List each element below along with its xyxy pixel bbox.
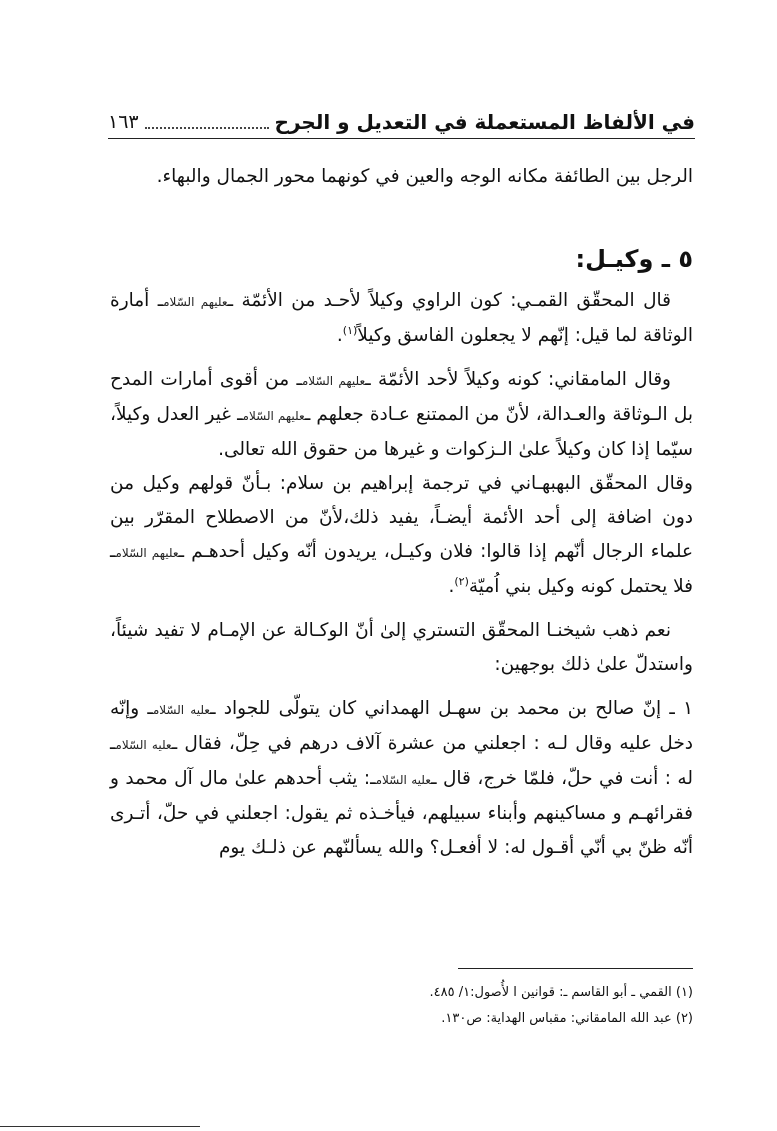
paragraph-text: ـ غير العدل وكيلاً، سيّما إذا كان وكيلاً علىٰ الـزكوات و غيرها من حقوق الله تعالى. xyxy=(110,404,693,460)
lead-paragraph: الرجل بين الطائفة مكانه الوجه والعين في كونهما محور الجمال والبهاء. xyxy=(156,166,693,187)
honorific: عليه السّلام xyxy=(152,703,211,717)
honorific: عليه السّلام xyxy=(375,773,432,787)
paragraph-text: ـ له : أنت في حلّ، فلمّا خرج، قال ـ xyxy=(110,733,693,789)
running-header-title: في الألفاظ المستعملة في التعديل و الجرح xyxy=(274,110,695,134)
paragraph-text: . xyxy=(336,325,343,346)
footnote-1: (١) القمي ـ أبو القاسم ـ: قوانين ا لأُصول:١/ ٤٨٥. xyxy=(429,985,693,1000)
footnote-separator xyxy=(458,968,693,969)
honorific: عليهم السّلام xyxy=(301,374,366,388)
honorific: عليه السّلام xyxy=(115,738,172,752)
paragraph-mamaqani xyxy=(110,363,693,467)
honorific: عليهم السّلام xyxy=(163,295,228,309)
paragraph-text: ـ أمارة الوثاقة لما قيل: إنّهم لا يجعلون الفاسق وكيلاً xyxy=(110,290,693,346)
honorific: عليهم السّلام xyxy=(242,409,305,423)
honorific: عليهم السّلام xyxy=(115,546,179,560)
paragraph-point-one xyxy=(110,692,693,865)
paragraph-qummi xyxy=(110,284,693,353)
paragraph-text: وقال المحقّق البهبهـاني في ترجمة إبراهيم بن سلام: بـأنّ قولهم وكيل من دون اضافة إلى أحد الأئمة أيضـاً، يفيد ذلك،لأنّ من الاصطلاح المقرّر بين علماء الرجال أنّهم إذا قالوا: فلان وكيـل، يريدون أنّه وكيل أحدهـم ـ xyxy=(110,473,693,562)
paragraph-text: . xyxy=(448,576,455,597)
footnote-ref: (٢) xyxy=(454,574,469,588)
body-text xyxy=(110,160,693,865)
page-number: ١٦٣ xyxy=(108,111,139,133)
running-header xyxy=(108,92,695,132)
paragraph-tustari: نعم ذهب شيخنـا المحقّق التستري إلىٰ أنّ الوكـالة عن الإمـام لا تفيد شيئاً، واستدلّ علىٰ ذلك بوجهين: xyxy=(110,620,693,675)
footnote-2: (٢) عبد الله المامقاني: مقباس الهداية: ص١٣٠. xyxy=(441,1011,693,1026)
paragraph-text: وقال المامقاني: كونه وكيلاً لأحد الأئمّة ـ xyxy=(365,369,671,390)
paragraph-text: ـ فلا يحتمل كونه وكيل بني اُميّة xyxy=(110,541,693,597)
page-edge-line xyxy=(0,1126,200,1127)
paragraph-text: قال المحقّق القمـي: كون الراوي وكيلاً لأحـد من الأئمّة ـ xyxy=(227,290,671,311)
header-leader-dots xyxy=(145,126,269,129)
paragraph-text: ١ ـ إنّ صالح بن محمد بن سهـل الهمداني كان يتولّى للجواد ـ xyxy=(210,698,693,719)
footnotes xyxy=(110,980,693,1032)
header-rule xyxy=(108,138,695,139)
paragraph-text: ـ: يثب أحدهم علىٰ مال آل محمد و فقرائهـم و مساكينهم وأبناء سبيلهم، فيأخـذه ثم يقول: اجعلني في حلّ، أتـرى أنّه ظنّ بي أنّي أقـول له: لا أفعـل؟ والله يسألنّهم عن ذلـك يوم xyxy=(110,768,693,858)
paragraph-text: ـ من أقوى أمارات المدح بل الـوثاقة والعـدالة، لأنّ من الممتنع عـادة جعلهم ـ xyxy=(110,369,693,425)
paragraph-text: ـ وإنّه دخل عليه وقال لـه : اجعلني من عشرة آلاف درهم في حِلّ، فقال ـ xyxy=(110,698,693,754)
paragraph-behbahani xyxy=(110,467,693,604)
section-heading: ٥ ـ وكيـل: xyxy=(575,245,693,273)
footnote-ref: (١) xyxy=(342,323,358,337)
